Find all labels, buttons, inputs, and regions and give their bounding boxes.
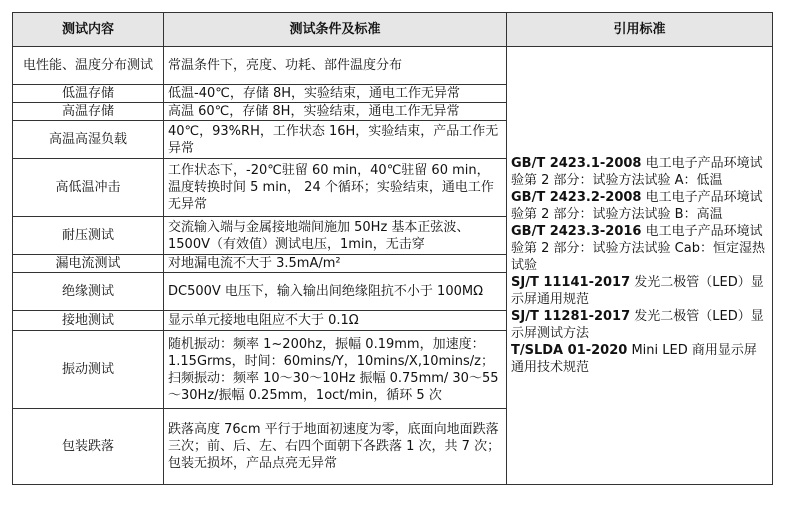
test-condition-cell: 40℃，93%RH，工作状态 16H，实验结束，产品工作无异常 xyxy=(164,121,507,159)
test-condition-cell: 显示单元接地电阻应不大于 0.1Ω xyxy=(164,311,507,331)
reference-entry xyxy=(511,155,768,189)
test-item-cell: 低温存储 xyxy=(13,85,164,103)
test-condition-cell: 交流输入端与金属接地端间施加 50Hz 基本正弦波、1500V（有效值）测试电压，1min，无击穿 xyxy=(164,217,507,255)
test-condition-cell: 随机振动：频率 1~200hz，振幅 0.19mm，加速度：1.15Grms，时间：60mins/Y，10mins/X,10mins/z；扫频振动：频率 10～30～10Hz 振幅 0.75mm/ 30～55～30Hz/振幅 0.25mm，1oct/min，循环 5 次 xyxy=(164,331,507,409)
reference-code: T/SLDA 01-2020 xyxy=(511,343,628,358)
test-condition-cell: 高温 60℃，存储 8H，实验结束，通电工作无异常 xyxy=(164,103,507,121)
standards-table-container xyxy=(12,12,773,485)
reference-code: GB/T 2423.1-2008 xyxy=(511,156,642,171)
test-item-cell: 电性能、温度分布测试 xyxy=(13,47,164,85)
table-row xyxy=(13,47,773,85)
header-test-condition: 测试条件及标准 xyxy=(164,13,507,47)
test-condition-cell: 低温-40℃，存储 8H，实验结束，通电工作无异常 xyxy=(164,85,507,103)
reference-title: 电工电子产品环境试验第 2 部分：试验方法试验 B：高温 xyxy=(511,190,763,222)
test-item-cell: 绝缘测试 xyxy=(13,273,164,311)
reference-code: GB/T 2423.3-2016 xyxy=(511,224,642,239)
test-item-cell: 振动测试 xyxy=(13,331,164,409)
test-item-cell: 高温高湿负载 xyxy=(13,121,164,159)
reference-title: Mini LED 商用显示屏通用技术规范 xyxy=(511,343,757,375)
reference-title: 发光二极管（LED）显示屏测试方法 xyxy=(511,309,764,341)
reference-entry xyxy=(511,189,768,223)
table-header-row xyxy=(13,13,773,47)
reference-entry xyxy=(511,342,768,376)
test-condition-cell: 工作状态下，-20℃驻留 60 min，40℃驻留 60 min，温度转换时间 5 min， 24 个循环；实验结束，通电工作无异常 xyxy=(164,159,507,217)
reference-code: GB/T 2423.2-2008 xyxy=(511,190,642,205)
test-item-cell: 耐压测试 xyxy=(13,217,164,255)
test-item-cell: 包装跌落 xyxy=(13,409,164,485)
test-condition-cell: 对地漏电流不大于 3.5mA/m² xyxy=(164,255,507,273)
reference-code: SJ/T 11141-2017 xyxy=(511,275,631,290)
reference-entry xyxy=(511,223,768,274)
test-standards-table xyxy=(12,12,773,485)
reference-code: SJ/T 11281-2017 xyxy=(511,309,631,324)
reference-title: 电工电子产品环境试验第 2 部分：试验方法试验 A：低温 xyxy=(511,156,763,188)
reference-standards-cell xyxy=(507,47,773,485)
test-item-cell: 高低温冲击 xyxy=(13,159,164,217)
header-reference-standard: 引用标准 xyxy=(507,13,773,47)
test-item-cell: 高温存储 xyxy=(13,103,164,121)
test-item-cell: 漏电流测试 xyxy=(13,255,164,273)
test-item-cell: 接地测试 xyxy=(13,311,164,331)
reference-entry xyxy=(511,274,768,308)
reference-title: 发光二极管（LED）显示屏通用规范 xyxy=(511,275,764,307)
header-test-item: 测试内容 xyxy=(13,13,164,47)
test-condition-cell: 常温条件下，亮度、功耗、部件温度分布 xyxy=(164,47,507,85)
reference-entry xyxy=(511,308,768,342)
reference-title: 电工电子产品环境试验第 2 部分：试验方法试验 Cab：恒定湿热试验 xyxy=(511,224,765,273)
test-condition-cell: DC500V 电压下，输入输出间绝缘阻抗不小于 100MΩ xyxy=(164,273,507,311)
test-condition-cell: 跌落高度 76cm 平行于地面初速度为零，底面向地面跌落三次；前、后、左、右四个面朝下各跌落 1 次，共 7 次；包装无损坏，产品点亮无异常 xyxy=(164,409,507,485)
